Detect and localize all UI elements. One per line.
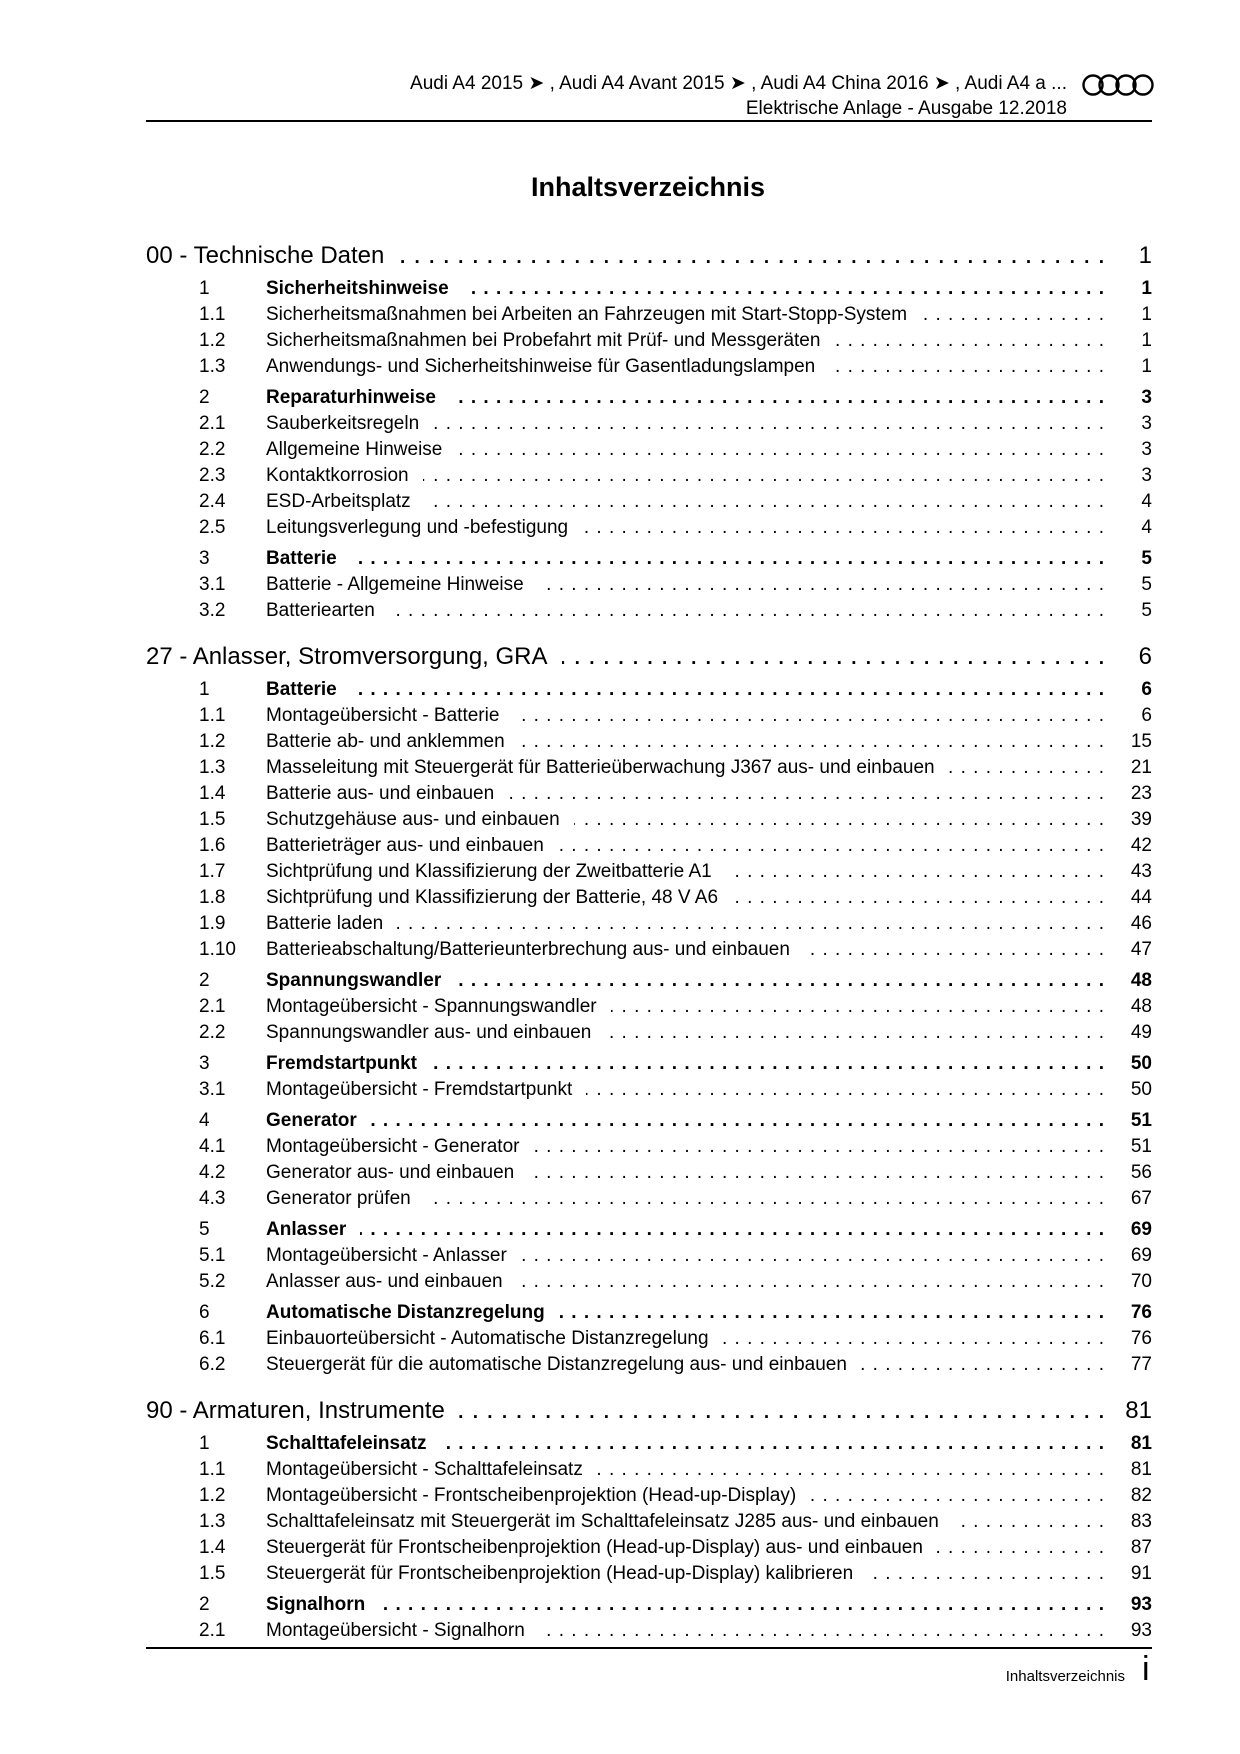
toc-section[interactable] [146,1108,1152,1134]
footer-page-number: i [1142,1650,1150,1688]
toc-item[interactable] [146,807,1152,833]
dot-leader [723,1326,1104,1352]
dot-leader [562,644,1104,674]
entry-page[interactable]: 81 [1130,1433,1152,1454]
entry-title[interactable]: Batterieabschaltung/Batterieunterbrechung aus- und einbauen [266,939,790,960]
dot-leader [528,1160,1104,1186]
toc-item[interactable] [146,1457,1152,1483]
entry-title[interactable]: Batteriearten [266,600,375,621]
toc-item[interactable] [146,598,1152,624]
entry-title[interactable]: 27 - Anlasser, Stromversorgung, GRA [146,643,548,670]
toc-item[interactable] [146,859,1152,885]
audi-rings-logo [1082,74,1154,96]
entry-page[interactable]: 70 [1130,1271,1152,1292]
entry-number: 6.1 [199,1328,226,1349]
entry-title[interactable]: Generator aus- und einbauen [266,1162,515,1183]
entry-title[interactable]: Montageübersicht - Spannungswandler [266,996,597,1017]
entry-title[interactable]: Batterieträger aus- und einbauen [266,835,544,856]
footer-rule [146,1647,1152,1649]
dot-leader [441,1431,1105,1457]
toc-item[interactable] [146,1269,1152,1295]
toc-item[interactable] [146,703,1152,729]
page-title: Inhaltsverzeichnis [530,172,766,202]
toc-item[interactable] [146,729,1152,755]
entry-number: 1 [199,679,210,700]
entry-page[interactable]: 87 [1130,1537,1152,1558]
table-of-contents [146,241,1152,1644]
entry-number: 1.5 [199,809,226,830]
toc-section[interactable] [146,546,1152,572]
entry-title[interactable]: Sicherheitsmaßnahmen bei Arbeiten an Fahrzeugen mit Start-Stopp-System [266,304,908,325]
entry-title[interactable]: 00 - Technische Daten [146,242,385,269]
entry-page[interactable]: 21 [1130,757,1152,778]
toc-item[interactable] [146,572,1152,598]
entry-title[interactable]: Montageübersicht - Frontscheibenprojektion (Head-up-Display) [266,1485,797,1506]
entry-title[interactable]: Automatische Distanzregelung [266,1302,545,1323]
dot-leader [398,243,1104,273]
dot-leader [371,1108,1104,1134]
entry-number: 1.3 [199,356,226,377]
dot-leader [379,1592,1104,1618]
dot-leader [582,515,1104,541]
toc-section[interactable] [146,677,1152,703]
toc-section[interactable] [146,276,1152,302]
entry-number: 1.3 [199,1511,226,1532]
entry-number: 2 [199,387,210,408]
entry-title[interactable]: Batterie ab- und anklemmen [266,731,505,752]
entry-page[interactable]: 76 [1130,1328,1152,1349]
entry-page[interactable]: 48 [1130,996,1152,1017]
entry-number: 4 [199,1110,210,1131]
entry-number: 2.2 [199,1022,226,1043]
toc-item[interactable] [146,911,1152,937]
entry-title[interactable]: Anlasser [266,1219,347,1240]
entry-page[interactable]: 77 [1130,1354,1152,1375]
header-rule [146,120,1152,122]
entry-page[interactable]: 6 [1138,643,1152,670]
entry-title[interactable]: Steuergerät für Frontscheibenprojektion (Head-up-Display) kalibrieren [266,1563,854,1584]
entry-title[interactable]: Montageübersicht - Signalhorn [266,1620,525,1641]
toc-item[interactable] [146,1243,1152,1269]
dot-leader [521,1243,1104,1269]
entry-title[interactable]: Anlasser aus- und einbauen [266,1271,503,1292]
dot-leader [829,354,1104,380]
toc-item[interactable] [146,781,1152,807]
toc-section[interactable] [146,1051,1152,1077]
entry-page[interactable]: 76 [1130,1302,1152,1323]
entry-number: 1.4 [199,1537,226,1558]
dot-leader [558,833,1104,859]
entry-title[interactable]: Montageübersicht - Generator [266,1136,520,1157]
entry-page[interactable]: 1 [1141,304,1152,325]
header-subtitle: Elektrische Anlage - Ausgabe 12.2018 [745,98,1067,119]
entry-number: 2 [199,970,210,991]
header-models: Audi A4 2015 ➤ , Audi A4 Avant 2015 ➤ , Audi A4 China 2016 ➤ , Audi A4 a ... [410,73,1067,94]
dot-leader [804,937,1104,963]
toc-item[interactable] [146,994,1152,1020]
entry-page[interactable]: 3 [1141,413,1152,434]
dot-leader [425,489,1104,515]
toc-item[interactable] [146,937,1152,963]
entry-title[interactable]: 90 - Armaturen, Instrumente [146,1397,445,1424]
dot-leader [953,1509,1104,1535]
toc-item[interactable] [146,1326,1152,1352]
dot-leader [611,994,1104,1020]
entry-page[interactable]: 81 [1125,1397,1152,1424]
dot-leader [533,1134,1104,1160]
toc-item[interactable] [146,515,1152,541]
entry-page[interactable]: 56 [1130,1162,1152,1183]
entry-number: 6 [199,1302,210,1323]
entry-title[interactable]: Montageübersicht - Fremdstartpunkt [266,1079,573,1100]
dot-leader [456,437,1104,463]
dot-leader [586,1077,1104,1103]
entry-title[interactable]: Montageübersicht - Schalttafeleinsatz [266,1459,583,1480]
entry-number: 1.10 [199,939,236,960]
dot-leader [389,598,1104,624]
entry-page[interactable]: 1 [1138,242,1152,269]
entry-number: 1 [199,1433,210,1454]
toc-item[interactable] [146,833,1152,859]
toc-item[interactable] [146,437,1152,463]
entry-page[interactable]: 82 [1130,1485,1152,1506]
toc-item[interactable] [146,1618,1152,1644]
entry-number: 3.2 [199,600,226,621]
entry-number: 3.1 [199,574,226,595]
entry-title[interactable]: Sicherheitshinweise [266,278,449,299]
entry-page[interactable]: 6 [1141,705,1152,726]
entry-number: 6.2 [199,1354,226,1375]
toc-item[interactable] [146,885,1152,911]
toc-item[interactable] [146,755,1152,781]
dot-leader [423,463,1104,489]
entry-number: 2.1 [199,413,226,434]
entry-page[interactable]: 1 [1141,356,1152,377]
toc-item[interactable] [146,1077,1152,1103]
entry-number: 2.2 [199,439,226,460]
entry-title[interactable]: Schalttafeleinsatz [266,1433,427,1454]
toc-item[interactable] [146,302,1152,328]
entry-page[interactable]: 51 [1130,1136,1152,1157]
entry-title[interactable]: Batterie aus- und einbauen [266,783,495,804]
toc-section[interactable] [146,1300,1152,1326]
toc-item[interactable] [146,463,1152,489]
dot-leader [732,885,1104,911]
dot-leader [431,1051,1104,1077]
toc-item[interactable] [146,1352,1152,1378]
entry-page[interactable]: 81 [1130,1459,1152,1480]
entry-page[interactable]: 48 [1130,970,1152,991]
entry-page[interactable]: 5 [1141,600,1152,621]
entry-number: 2.4 [199,491,226,512]
entry-number: 2 [199,1594,210,1615]
entry-page[interactable]: 50 [1130,1053,1152,1074]
dot-leader [539,1618,1104,1644]
entry-title[interactable]: Kontaktkorrosion [266,465,409,486]
dot-leader [949,755,1104,781]
entry-page[interactable]: 39 [1130,809,1152,830]
dot-leader [360,1217,1104,1243]
entry-page[interactable]: 50 [1130,1079,1152,1100]
entry-title[interactable]: Schutzgehäuse aus- und einbauen [266,809,560,830]
entry-number: 1.1 [199,705,226,726]
entry-page[interactable]: 42 [1130,835,1152,856]
dot-leader [508,781,1104,807]
dot-leader [351,546,1104,572]
dot-leader [538,572,1104,598]
entry-page[interactable]: 3 [1141,387,1152,408]
dot-leader [450,385,1104,411]
entry-title[interactable]: Montageübersicht - Batterie [266,705,500,726]
entry-title[interactable]: Sicherheitsmaßnahmen bei Probefahrt mit Prüf- und Messgeräten [266,330,821,351]
entry-number: 3.1 [199,1079,226,1100]
dot-leader [810,1483,1104,1509]
entry-title[interactable]: Batterie [266,548,337,569]
toc-section[interactable] [146,1431,1152,1457]
entry-page[interactable]: 46 [1130,913,1152,934]
entry-title[interactable]: ESD-Arbeitsplatz [266,491,411,512]
entry-number: 2.1 [199,996,226,1017]
dot-leader [559,1300,1104,1326]
entry-title[interactable]: Generator [266,1110,357,1131]
entry-number: 4.1 [199,1136,226,1157]
entry-number: 2.3 [199,465,226,486]
entry-page[interactable]: 93 [1130,1620,1152,1641]
entry-title[interactable]: Montageübersicht - Anlasser [266,1245,507,1266]
entry-number: 1 [199,278,210,299]
entry-number: 1.5 [199,1563,226,1584]
entry-number: 1.1 [199,1459,226,1480]
dot-leader [517,1269,1104,1295]
entry-page[interactable]: 69 [1130,1219,1152,1240]
entry-title[interactable]: Sichtprüfung und Klassifizierung der Batterie, 48 V A6 [266,887,719,908]
entry-page[interactable]: 3 [1141,465,1152,486]
dot-leader [513,703,1104,729]
toc-item[interactable] [146,1020,1152,1046]
entry-number: 2.5 [199,517,226,538]
entry-number: 5.2 [199,1271,226,1292]
entry-number: 3 [199,548,210,569]
entry-page[interactable]: 1 [1141,330,1152,351]
entry-page[interactable]: 51 [1130,1110,1152,1131]
toc-chapter[interactable] [146,642,1152,672]
toc-item[interactable] [146,328,1152,354]
entry-title[interactable]: Spannungswandler [266,970,442,991]
entry-title[interactable]: Sichtprüfung und Klassifizierung der Zweitbatterie A1 [266,861,712,882]
dot-leader [397,911,1104,937]
entry-number: 1.8 [199,887,226,908]
dot-leader [937,1535,1104,1561]
entry-title[interactable]: Sauberkeitsregeln [266,413,420,434]
entry-page[interactable]: 49 [1130,1022,1152,1043]
entry-number: 1.4 [199,783,226,804]
entry-page[interactable]: 4 [1141,491,1152,512]
entry-page[interactable]: 47 [1130,939,1152,960]
entry-title[interactable]: Spannungswandler aus- und einbauen [266,1022,592,1043]
entry-title[interactable]: Batterie [266,679,337,700]
dot-leader [463,276,1104,302]
dot-leader [861,1352,1104,1378]
toc-section[interactable] [146,385,1152,411]
entry-page[interactable]: 1 [1141,278,1152,299]
entry-page[interactable]: 4 [1141,517,1152,538]
toc-item[interactable] [146,489,1152,515]
toc-section[interactable] [146,1217,1152,1243]
toc-chapter[interactable] [146,1396,1152,1426]
entry-title[interactable]: Schalttafeleinsatz mit Steuergerät im Schalttafeleinsatz J285 aus- und einbauen [266,1511,939,1532]
entry-title[interactable]: Reparaturhinweise [266,387,436,408]
entry-page[interactable]: 69 [1130,1245,1152,1266]
dot-leader [605,1020,1104,1046]
toc-item[interactable] [146,354,1152,380]
entry-title[interactable]: Steuergerät für die automatische Distanzregelung aus- und einbauen [266,1354,847,1375]
dot-leader [455,968,1104,994]
entry-page[interactable]: 15 [1130,731,1152,752]
entry-number: 1.2 [199,330,226,351]
entry-number: 1.6 [199,835,226,856]
dot-leader [921,302,1104,328]
entry-number: 1.9 [199,913,226,934]
toc-section[interactable] [146,1592,1152,1618]
dot-leader [351,677,1104,703]
entry-number: 5 [199,1219,210,1240]
entry-page[interactable]: 67 [1130,1188,1152,1209]
entry-title[interactable]: Signalhorn [266,1594,366,1615]
toc-item[interactable] [146,1186,1152,1212]
toc-chapter[interactable] [146,241,1152,271]
toc-item[interactable] [146,1160,1152,1186]
toc-item[interactable] [146,411,1152,437]
entry-number: 1.1 [199,304,226,325]
toc-section[interactable] [146,968,1152,994]
entry-title[interactable]: Leitungsverlegung und -befestigung [266,517,569,538]
entry-page[interactable]: 93 [1130,1594,1152,1615]
entry-number: 1.3 [199,757,226,778]
entry-number: 1.7 [199,861,226,882]
entry-page[interactable]: 5 [1141,548,1152,569]
entry-page[interactable]: 3 [1141,439,1152,460]
dot-leader [519,729,1104,755]
entry-page[interactable]: 91 [1130,1563,1152,1584]
dot-leader [425,1186,1104,1212]
entry-page[interactable]: 6 [1141,679,1152,700]
entry-page[interactable]: 44 [1130,887,1152,908]
dot-leader [726,859,1104,885]
toc-item[interactable] [146,1561,1152,1587]
entry-number: 2.1 [199,1620,226,1641]
entry-page[interactable]: 5 [1141,574,1152,595]
dot-leader [597,1457,1104,1483]
entry-number: 3 [199,1053,210,1074]
dot-leader [574,807,1104,833]
entry-title[interactable]: Generator prüfen [266,1188,411,1209]
entry-title[interactable]: Steuergerät für Frontscheibenprojektion (Head-up-Display) aus- und einbauen [266,1537,923,1558]
entry-title[interactable]: Anwendungs- und Sicherheitshinweise für Gasentladungslampen [266,356,816,377]
entry-title[interactable]: Allgemeine Hinweise [266,439,443,460]
toc-item[interactable] [146,1134,1152,1160]
entry-title[interactable]: Batterie laden [266,913,384,934]
footer-label: Inhaltsverzeichnis [1005,1668,1125,1685]
entry-title[interactable]: Masseleitung mit Steuergerät für Batterieüberwachung J367 aus- und einbauen [266,757,935,778]
entry-number: 1.2 [199,731,226,752]
entry-page[interactable]: 43 [1130,861,1152,882]
entry-number: 4.2 [199,1162,226,1183]
dot-leader [834,328,1104,354]
dot-leader [867,1561,1104,1587]
entry-page[interactable]: 83 [1130,1511,1152,1532]
toc-item[interactable] [146,1509,1152,1535]
entry-title[interactable]: Einbauorteübersicht - Automatische Distanzregelung [266,1328,709,1349]
dot-leader [433,411,1104,437]
toc-item[interactable] [146,1535,1152,1561]
dot-leader [459,1398,1104,1428]
entry-number: 4.3 [199,1188,226,1209]
entry-page[interactable]: 23 [1130,783,1152,804]
entry-number: 5.1 [199,1245,226,1266]
entry-title[interactable]: Batterie - Allgemeine Hinweise [266,574,524,595]
entry-title[interactable]: Fremdstartpunkt [266,1053,417,1074]
entry-number: 1.2 [199,1485,226,1506]
toc-item[interactable] [146,1483,1152,1509]
